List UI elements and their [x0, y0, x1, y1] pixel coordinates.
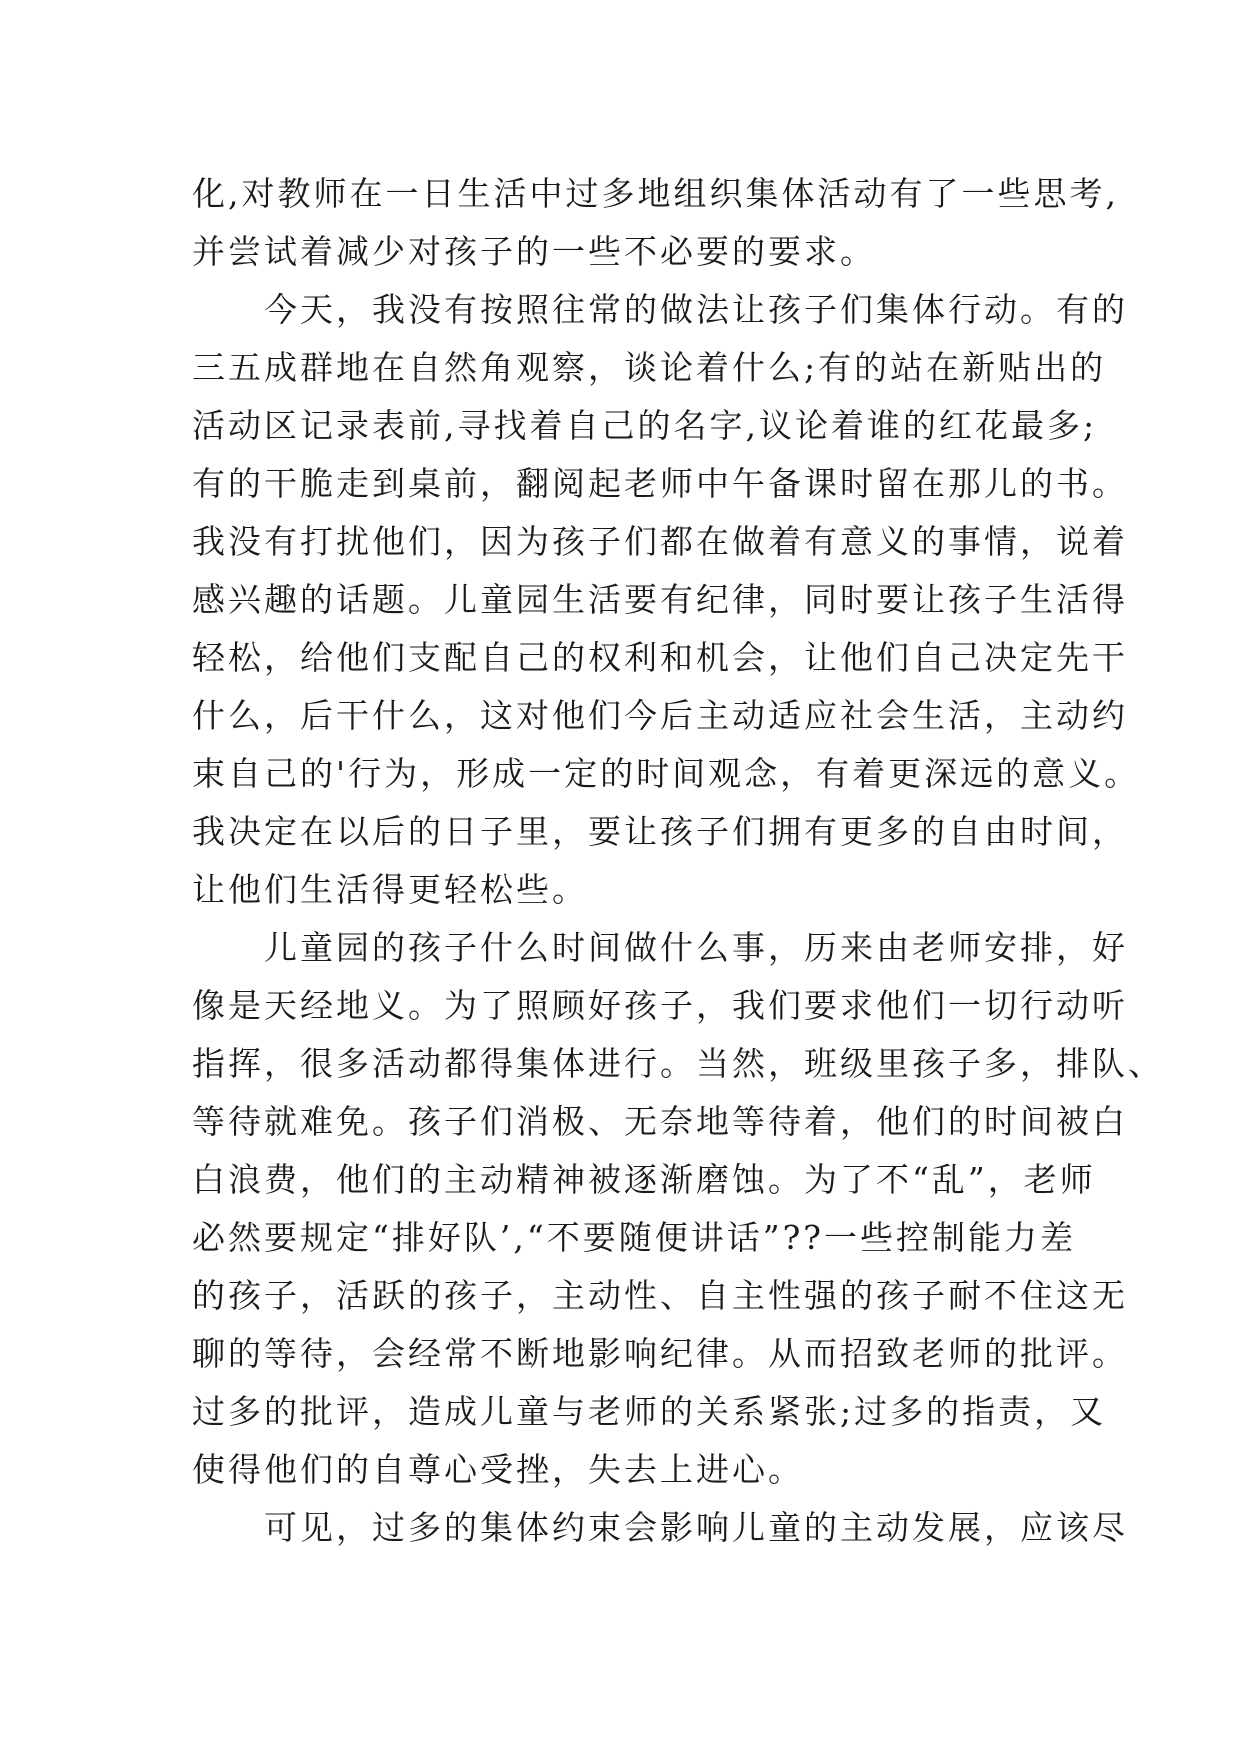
text-line: 活动区记录表前,寻找着自己的名字,议论着谁的红花最多; — [192, 406, 1098, 445]
text-line: 三五成群地在自然角观察，谈论着什么;有的站在新贴出的 — [192, 348, 1107, 387]
text-line: 化,对教师在一日生活中过多地组织集体活动有了一些思考, — [192, 174, 1119, 213]
text-line: 可见，过多的集体约束会影响儿童的主动发展，应该尽 — [192, 1508, 1128, 1547]
text-line: 束自己的'行为，形成一定的时间观念，有着更深远的意义。 — [192, 754, 1141, 793]
text-line: 今天，我没有按照往常的做法让孩子们集体行动。有的 — [192, 290, 1128, 329]
text-line: 让他们生活得更轻松些。 — [192, 870, 588, 909]
text-line: 白浪费，他们的主动精神被逐渐磨蚀。为了不“乱”，老师 — [192, 1160, 1096, 1199]
text-line: 并尝试着减少对孩子的一些不必要的要求。 — [192, 232, 876, 271]
text-line: 过多的批评，造成儿童与老师的关系紧张;过多的指责，又 — [192, 1392, 1107, 1431]
text-line: 指挥，很多活动都得集体进行。当然，班级里孩子多，排队、 — [192, 1044, 1164, 1083]
text-line: 有的干脆走到桌前，翻阅起老师中午备课时留在那儿的书。 — [192, 464, 1128, 503]
text-line: 的孩子，活跃的孩子，主动性、自主性强的孩子耐不住这无 — [192, 1276, 1128, 1315]
text-line: 感兴趣的话题。儿童园生活要有纪律，同时要让孩子生活得 — [192, 580, 1128, 619]
text-line: 等待就难免。孩子们消极、无奈地等待着，他们的时间被白 — [192, 1102, 1128, 1141]
text-line: 我没有打扰他们，因为孩子们都在做着有意义的事情，说着 — [192, 522, 1128, 561]
text-line: 像是天经地义。为了照顾好孩子，我们要求他们一切行动听 — [192, 986, 1128, 1025]
text-line: 什么，后干什么，这对他们今后主动适应社会生活，主动约 — [192, 696, 1128, 735]
text-line: 我决定在以后的日子里，要让孩子们拥有更多的自由时间， — [192, 812, 1128, 851]
text-line: 儿童园的孩子什么时间做什么事，历来由老师安排，好 — [192, 928, 1128, 967]
text-line: 使得他们的自尊心受挫，失去上进心。 — [192, 1450, 804, 1489]
text-line: 轻松，给他们支配自己的权利和机会，让他们自己决定先干 — [192, 638, 1128, 677]
text-line: 聊的等待，会经常不断地影响纪律。从而招致老师的批评。 — [192, 1334, 1128, 1373]
body-text — [192, 165, 1164, 1557]
text-line: 必然要规定“排好队’,“不要随便讲话”??一些控制能力差 — [192, 1218, 1076, 1257]
